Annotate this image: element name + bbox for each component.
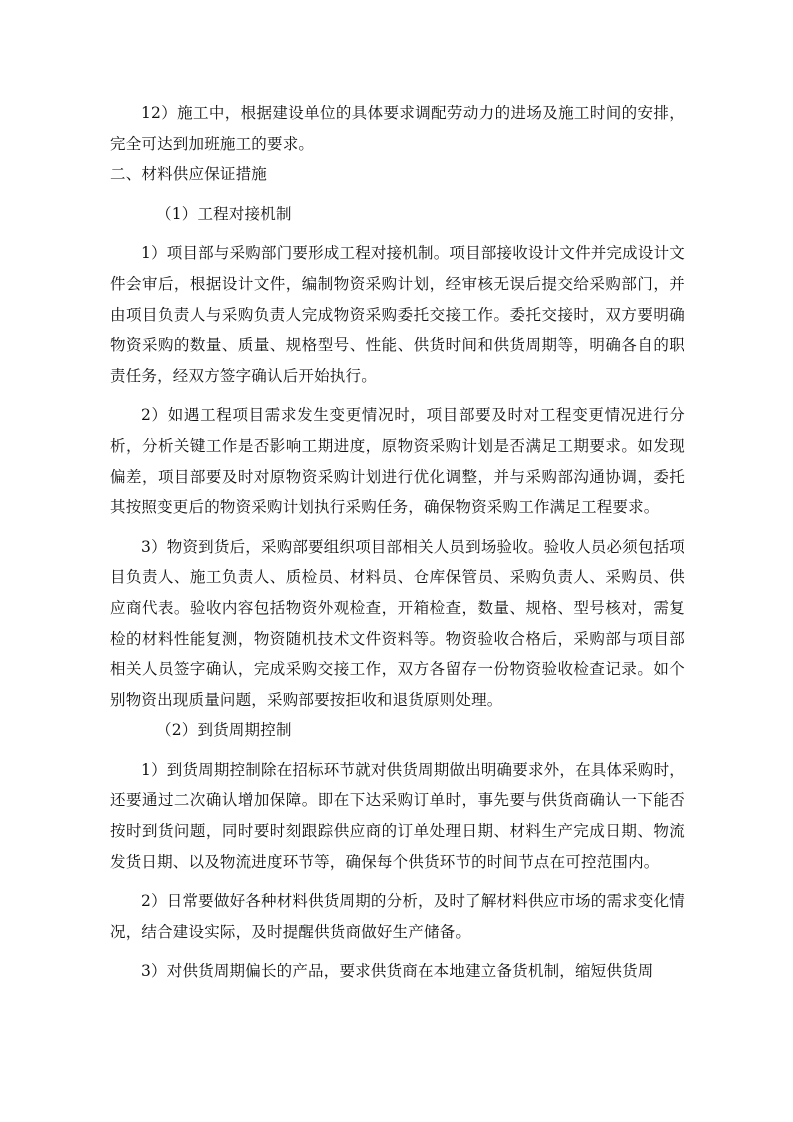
paragraph-docking-1: 1）项目部与采购部门要形成工程对接机制。项目部接收设计文件并完成设计文件会审后，根据设计文件，编制物资采购计划，经审核无误后提交给采购部门，并由项目负责人与采购负责人完成物资采购委托交接工作。委托交接时，双方要明确物资采购的数量、质量、规格型号、性能、供货时间和供货周期等，明确各自的职责任务，经双方签字确认后开始执行。 xyxy=(110,244,685,385)
paragraph-docking-3: 3）物资到货后，采购部要组织项目部相关人员到场验收。验收人员必须包括项目负责人、施工负责人、质检员、材料员、仓库保管员、采购负责人、采购员、供应商代表。验收内容包括物资外观检查，开箱检查，数量、规格、型号核对，需复检的材料性能复测，物资随机技术文件资料等。物资验收合格后，采购部与项目部相关人员签字确认，完成采购交接工作，双方各留存一份物资验收检查记录。如个别物资出现质量问题，采购部要按拒收和退货原则处理。 xyxy=(110,537,685,709)
paragraph-item-12: 12）施工中，根据建设单位的具体要求调配劳动力的进场及施工时间的安排，完全可达到加班施工的要求。 xyxy=(110,104,685,153)
paragraph-delivery-3: 3）对供货周期偏长的产品，要求供货商在本地建立备货机制，缩短供货周 xyxy=(141,962,654,981)
paragraph-docking-2: 2）如遇工程项目需求发生变更情况时，项目部要及时对工程变更情况进行分析，分析关键工作是否影响工期进度，原物资采购计划是否满足工期要求。如发现偏差，项目部要及时对原物资采购计划进行优化调整，并与采购部沟通协调，委托其按照变更后的物资采购计划执行采购任务，确保物资采购工作满足工程要求。 xyxy=(110,406,685,517)
section-heading-material-supply: 二、材料供应保证措施 xyxy=(110,165,268,184)
document-page xyxy=(110,98,685,987)
paragraph-delivery-1: 1）到货周期控制除在招标环节就对供货周期做出明确要求外，在具体采购时，还要通过二次确认增加保障。即在下达采购订单时，事先要与供货商确认一下能否按时到货问题，同时要时刻跟踪供应商的订单处理日期、材料生产完成日期、物流发货日期、以及物流进度环节等，确保每个供货环节的时间节点在可控范围内。 xyxy=(110,760,685,871)
paragraph-delivery-2: 2）日常要做好各种材料供货周期的分析，及时了解材料供应市场的需求变化情况，结合建设实际，及时提醒供货商做好生产储备。 xyxy=(110,892,685,941)
subsection-heading-docking-mechanism: （1）工程对接机制 xyxy=(156,204,292,223)
subsection-heading-delivery-cycle: （2）到货周期控制 xyxy=(156,721,292,740)
